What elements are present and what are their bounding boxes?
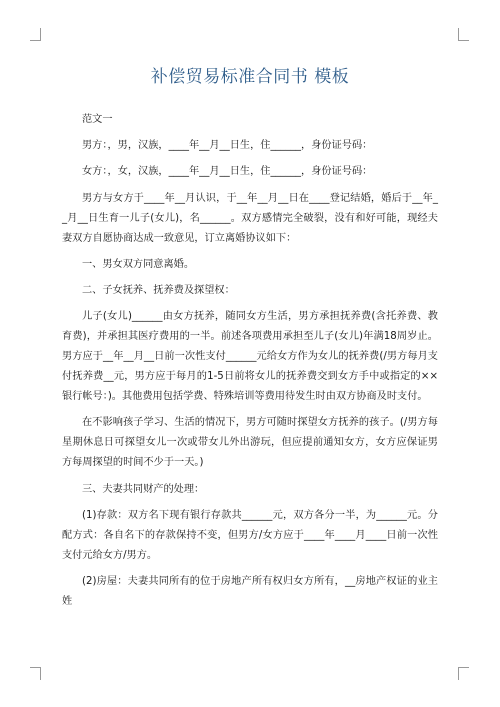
crop-mark-top-right: [458, 28, 469, 41]
crop-mark-top-left: [30, 28, 41, 41]
crop-mark-bottom-right: [458, 667, 469, 680]
paragraph-background: 男方与女方于____年__月认识，于__年__月__日在____登记结婚，婚后于__年__月__日生育一儿子(女儿)，名______。双方感情完全破裂，没有和好可能，现经夫妻双方自愿协商达成一致意见，订立离婚协议如下：: [62, 192, 438, 244]
paragraph-clause-3-heading: 三、夫妻共同财产的处理：: [82, 483, 205, 495]
document-title: 补偿贸易标准合同书 模板: [150, 67, 350, 87]
paragraph-sample-label: 范文一: [82, 114, 113, 125]
paragraph-child-support: 儿子(女儿)______由女方抚养，随同女方生活，男方承担抚养费(含托养费、教育费)，并承担其医疗费用的一半。前述各项费用承担至儿子(女儿)年满18周岁止。男方应于__年__月__日前一次性支付______元给女方作为女儿的抚养费(/男方每月支付抚养费__元，男方应于每月的1-5日前将女儿的抚养费交到女方手中或指定的××银行帐号：)。其他费用包括学费、特殊培训等费用待发生时由双方协商及时支付。: [62, 311, 438, 403]
crop-mark-bottom-left: [30, 667, 41, 680]
paragraph-female-party: 女方：，女，汉族，____年__月__日生，住______，身份证号码：: [82, 166, 373, 178]
paragraph-male-party: 男方：，男，汉族，____年__月__日生，住______，身份证号码：: [82, 140, 373, 152]
paragraph-visitation: 在不影响孩子学习、生活的情况下，男方可随时探望女方抚养的孩子。(/男方每星期休息日可探望女儿一次或带女儿外出游玩，但应提前通知女方，女方应保证男方每周探望的时间不少于一天。): [62, 417, 438, 469]
paragraph-deposits: (1)存款：双方名下现有银行存款共______元，双方各分一半，为______元。分配方式：各自名下的存款保持不变，但男方/女方应于____年____月____日前一次性支付元给女方/男方。: [62, 509, 438, 561]
paragraph-clause-2-heading: 二、子女抚养、抚养费及探望权：: [82, 284, 235, 296]
paragraph-clause-1: 一、男女双方同意离婚。: [82, 258, 195, 270]
paragraph-housing: (2)房屋：夫妻共同所有的位于房地产所有权归女方所有，__房地产权证的业主姓: [62, 575, 438, 607]
document-body: [62, 110, 438, 618]
